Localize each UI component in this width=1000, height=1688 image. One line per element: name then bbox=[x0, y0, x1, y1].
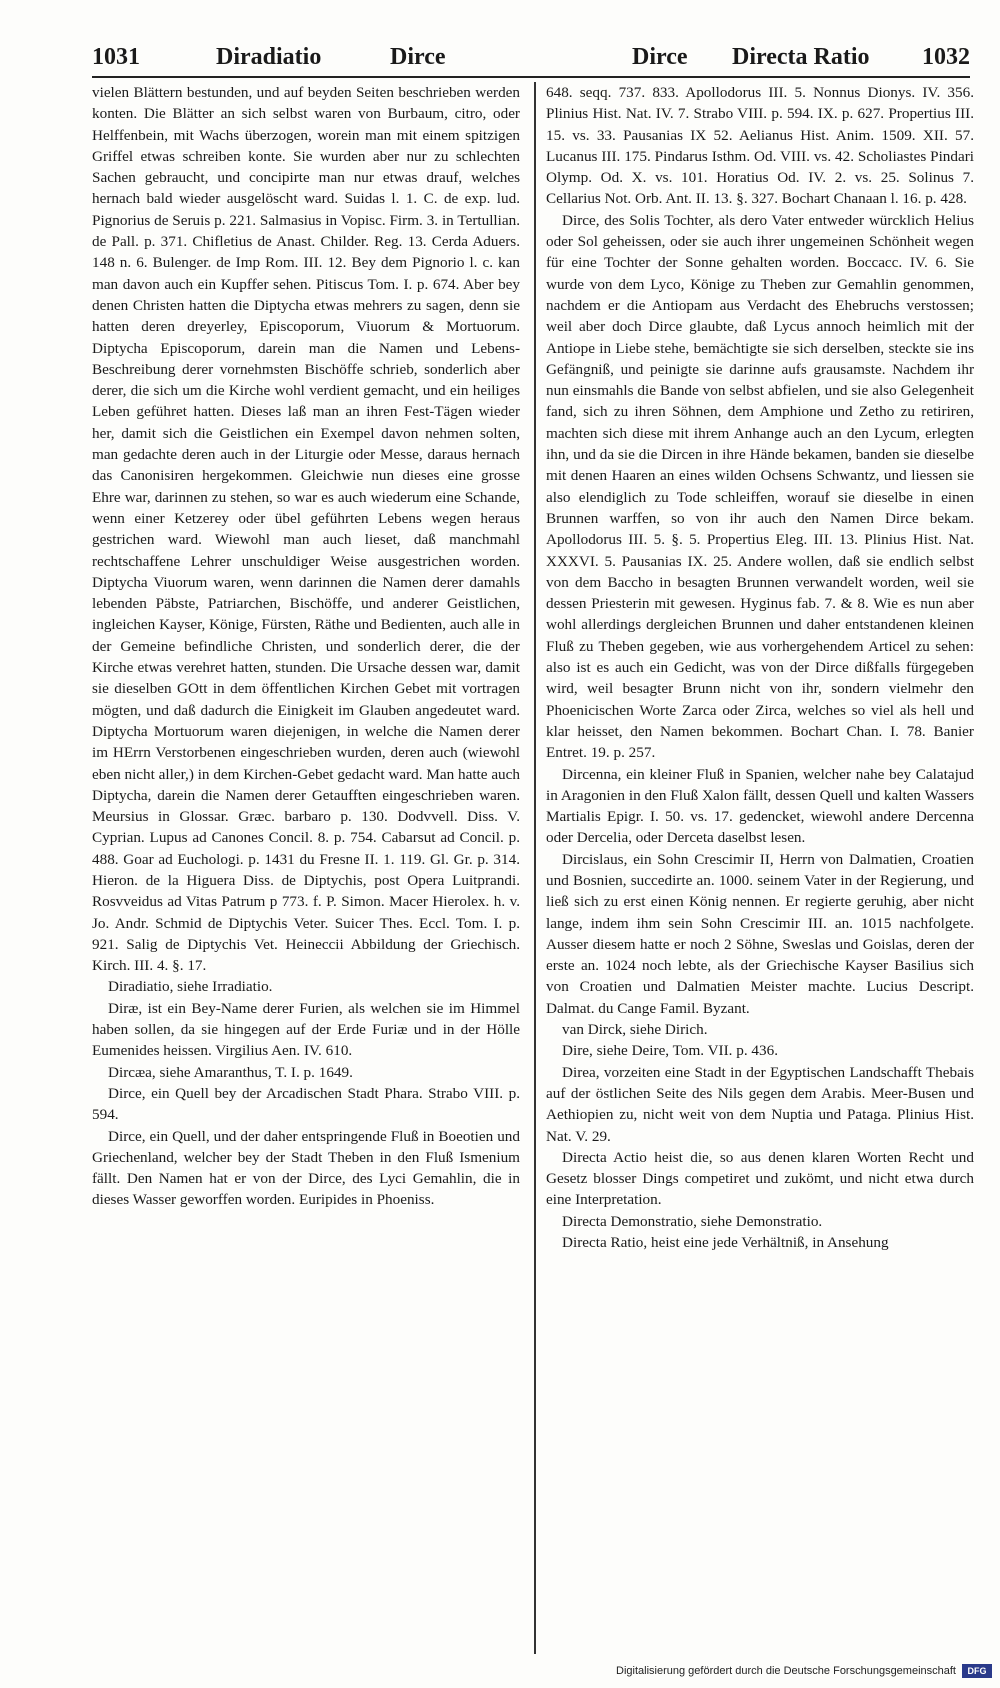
left-column bbox=[92, 82, 520, 1652]
page-number-left: 1031 bbox=[92, 44, 140, 70]
header-rule bbox=[92, 76, 970, 78]
right-paragraph-7: Direa, vorzeiten eine Stadt in der Egyptischen Landschafft Thebais auf der östlichen Seite des Nils gegen dem Arabis. Meer-Busen und Aethiopien zu, nicht weit von dem Nuptia und Pataga. Plinius Hist. Nat. V. 29. bbox=[546, 1063, 974, 1145]
right-paragraph-3: Dircenna, ein kleiner Fluß in Spanien, welcher nahe bey Calatajud in Aragonien in den Fluß Xalon fällt, dessen Quell und kalten Wassers Martialis Epigr. I. 50. vs. 17. gedencket, wiewohl andere Dercenna oder Dercelia, oder Derceta daselbst lesen. bbox=[546, 765, 974, 847]
digitization-footer bbox=[616, 1664, 992, 1678]
page-number-right: 1032 bbox=[922, 44, 970, 70]
left-paragraph-6: Dirce, ein Quell, und der daher entspringende Fluß in Boeotien und Griechenland, welcher bey der Stadt Theben in den Fluß Ismenium fällt. Den Namen hat er von der Dirce, des Lyci Gemahlin, die in dieses Wasser geworffen worden. Euripides in Phoeniss. bbox=[92, 1127, 520, 1209]
catchword-right-last: Directa Ratio bbox=[732, 44, 870, 70]
left-paragraph-4: Dircæa, siehe Amaranthus, T. I. p. 1649. bbox=[108, 1063, 353, 1081]
funding-note: Digitalisierung gefördert durch die Deutsche Forschungsgemeinschaft bbox=[616, 1665, 956, 1677]
left-paragraph-5: Dirce, ein Quell bey der Arcadischen Stadt Phara. Strabo VIII. p. 594. bbox=[92, 1084, 520, 1124]
right-column bbox=[546, 82, 974, 1652]
right-paragraph-4: Dircislaus, ein Sohn Crescimir II, Herrn von Dalmatien, Croatien und Bosnien, succedirte an. 1000. seinem Vater in der Regierung, und ließ sich zu erst einen König nennen. Er regierte geruhig, aber nicht lange, indem ihm sein Sohn Crescimir III. an. 1015 nachfolgete. Ausser diesem hatte er noch 2 Söhne, Sweslas und Goislas, deren der erste an. 1024 noch lebte, als der Griechische Kayser Basilius sich von Croatien und Dalmatien Meister machte. Lucius Descript. Dalmat. du Cange Famil. Byzant. bbox=[546, 850, 974, 1017]
running-header bbox=[92, 44, 970, 78]
left-paragraph-1: vielen Blättern bestunden, und auf beyden Seiten beschrieben werden konten. Die Blätter an sich selbst waren von Burbaum, citro, oder Helffenbein, mit Wachs überzogen, worein man mit einem spitzigen Griffel etwas schreiben konte. Sie wurden aber nur zu schlechten Sachen gebraucht, und concipirte man nur etwas drauf, welches hernach bald wieder ausgelöscht ward. Suidas l. 1. C. de exp. lud. Pignorius de Seruis p. 221. Salmasius in Vopisc. Firm. 3. in Tertullian. de Pall. p. 371. Chifletius de Anast. Childer. Reg. 13. Cerda Aduers. 148 n. 6. Bulenger. de Imp Rom. III. 12. Bey dem Pignorio l. c. kan man davon auch ein Kupffer sehen. Pitiscus Tom. I. p. 674. Aber bey denen Christen hatten die Diptycha etwas mehrers zu sagen, denn sie hatten deren dreyerley, Episcoporum, Viuorum & Mortuorum. Diptycha Episcoporum, darein man die Namen und Lebens-Beschreibung derer vornehmsten Bischöffe schrieb, sonderlich aber derer, die sich um die Kirche wohl verdient gemacht, und ein heiliges Leben geführet hatten. Dieses laß man an ihren Fest-Tägen wieder her, damit sich die Geistlichen ein Exempel davon nehmen solten, man gedachte deren auch in der Liturgie oder Messe, daraus hernach das Canonisiren hergekommen. Gleichwie nun dieses eine grosse Ehre war, darinnen zu stehen, so war es auch wiederum eine Schande, wenn einer Ketzerey oder übel geführten Lebens wegen heraus gestrichen ward. Wiewohl man auch lieset, daß manchmahl rechtschaffene Lehrer unschuldiger Weise ausgestrichen worden. Diptycha Viuorum waren, wenn darinnen die Namen derer damahls lebenden Päbste, Patriarchen, Bischöffe, und anderer Geistlichen, ingleichen Kayser, Könige, Fürsten, Räthe und Bedienten, auch alle in der Gemeine befindliche Christen, und sonderlich derer, die der Kirche etwas verehret hatten, stunden. Die Ursache dessen war, damit sie dieselben GOtt in dem öffentlichen Kirchen Gebet mit vortragen mögten, und daß dadurch die Einigkeit im Glauben angedeutet ward. Diptycha Mortuorum waren diejenigen, in welche die Namen derer im HErrn Verstorbenen eingeschrieben wurden, deren auch (wiewohl eben nicht aller,) in dem Kirchen-Gebet gedacht ward. Man hatte auch Diptycha, darein die Namen derer Getaufften eingeschrieben waren. Meursius in Glossar. Græc. barbaro p. 130. Dodvvell. Diss. V. Cyprian. Lupus ad Canones Concil. 8. p. 754. Cabarsut ad Concil. p. 488. Goar ad Euchologi. p. 1431 du Fresne II. 1. 119. Gl. Gr. p. 314. Hieron. de la Higuera Diss. de Diptychis, post Opera Luitprandi. Rosvveidus ad Vitas Patrum p 773. f. P. Simon. Macer Hierolex. h. v. Jo. Andr. Schmid de Diptychis Veter. Suicer Thes. Eccl. Tom. I. p. 921. Salig de Diptychis Vet. Heineccii Abbildung der Griechisch. Kirch. III. 4. §. 17. bbox=[92, 84, 520, 975]
right-paragraph-6: Dire, siehe Deire, Tom. VII. p. 436. bbox=[562, 1042, 779, 1060]
catchword-left-last: Dirce bbox=[390, 44, 446, 70]
catchword-left-first: Diradiatio bbox=[216, 44, 322, 70]
right-paragraph-1: 648. seqq. 737. 833. Apollodorus III. 5. Nonnus Dionys. IV. 356. Plinius Hist. Nat. IV. 7. Strabo VIII. p. 594. IX. p. 627. Propertius III. 15. vs. 33. Pausanias IX 52. Aelianus Hist. Anim. 1509. XII. 57. Lucanus III. 175. Pindarus Isthm. Od. VIII. vs. 42. Scholiastes Pindari Olymp. Od. X. vs. 101. Horatius Od. IV. 2. vs. 25. Solinus 7. Cellarius Not. Orb. Ant. II. 13. §. 327. Bochart Chanaan l. 16. p. 428. bbox=[546, 84, 974, 208]
left-paragraph-2: Diradiatio, siehe Irradiatio. bbox=[108, 978, 273, 996]
right-paragraph-2: Dirce, des Solis Tochter, als dero Vater entweder würcklich Helius oder Sol geheissen, oder sie auch ihrer ungemeinen Schönheit wegen für eine Tochter der Sonne gehalten worden. Boccacc. IV. 6. Sie wurde von dem Lyco, Könige zu Theben zur Gemahlin genommen, nachdem er die Antiopam aus Verdacht des Ehebruchs verstossen; weil aber doch Dirce glaubte, daß Lycus annoch heimlich mit der Antiope in Liebe stehe, bemächtigte sie sich derselben, steckte sie ins Gefängniß, und peinigte sie darinne aufs grausamste. Nachdem ihr nun einsmahls die Bande von selbst abfielen, und sie also Gelegenheit fand, sich zu ihren Söhnen, dem Amphione und Zetho zu retiriren, machten sich diese mit ihrem Anhange auch an den Lycum, erlegten ihn, und da sie die Dircen in ihre Hände bekamen, banden sie dieselbe mit denen Haaren an eines wilden Ochsens Schwantz, und liessen sie also elendiglich zu Tode schleiffen, worauf sie dieselbe in einen Brunnen warffen, so von ihr auch den Namen Dirce bekam. Apollodorus III. 5. §. 5. Propertius Eleg. III. 13. Plinius Hist. Nat. XXXVI. 5. Pausanias IX. 25. Andere wollen, daß sie endlich selbst von dem Baccho in besagten Brunnen verwandelt worden, weil sie dessen Priesterin mit gewesen. Hyginus fab. 7. & 8. Wie es nun aber wohl allerdings dergleichen Brunnen und daher entstandenen kleinen Fluß zu Theben gegeben, wie aus vorhergehendem Articel zu sehen: also ist es auch ein Gedicht, was von der Dirce dißfalls fürgegeben wird, weil besagter Brunn nicht von ihr, sondern vielmehr den Phoenicischen Worte Zarca oder Zirca, welches so viel als hell und klar heisset, den Namen bekommen. Bochart Chan. I. 78. Banier Entret. 19. p. 257. bbox=[546, 211, 974, 762]
right-paragraph-8: Directa Actio heist die, so aus denen klaren Worten Recht und Gesetz blosser Dings competiret und zukömt, und nicht etwa durch eine Interpretation. bbox=[546, 1148, 974, 1209]
dfg-logo-icon: DFG bbox=[962, 1664, 992, 1678]
right-paragraph-9: Directa Demonstratio, siehe Demonstratio. bbox=[562, 1212, 823, 1230]
column-divider bbox=[534, 82, 536, 1654]
right-paragraph-5: van Dirck, siehe Dirich. bbox=[562, 1021, 708, 1039]
catchword-right-first: Dirce bbox=[632, 44, 688, 70]
right-paragraph-10: Directa Ratio, heist eine jede Verhältniß, in Ansehung bbox=[562, 1234, 889, 1252]
left-paragraph-3: Diræ, ist ein Bey-Name derer Furien, als welchen sie im Himmel haben sollen, da sie hingegen auf der Erde Furiæ und in der Hölle Eumenides heissen. Virgilius Aen. IV. 610. bbox=[92, 999, 520, 1060]
